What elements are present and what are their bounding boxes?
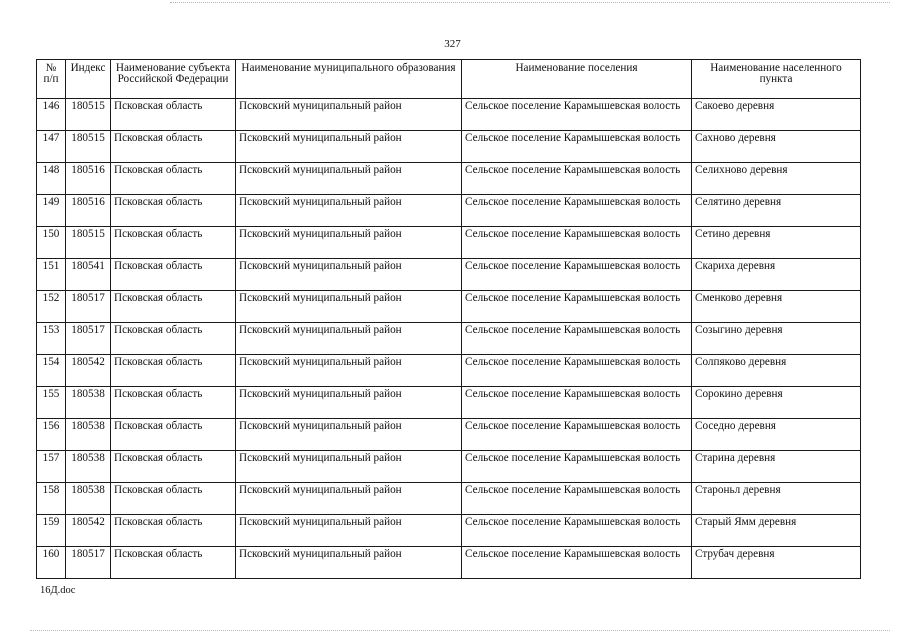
cell-locality: Селихново деревня — [692, 163, 861, 195]
cell-municipality: Псковский муниципальный район — [236, 387, 462, 419]
cell-municipality: Псковский муниципальный район — [236, 163, 462, 195]
cell-num: 151 — [37, 259, 66, 291]
cell-num: 152 — [37, 291, 66, 323]
cell-municipality: Псковский муниципальный район — [236, 483, 462, 515]
locality-registry-table — [36, 59, 861, 579]
cell-locality: Сакоево деревня — [692, 99, 861, 131]
cell-num: 158 — [37, 483, 66, 515]
cell-settlement: Сельское поселение Карамышевская волость — [462, 195, 692, 227]
table-header-row — [37, 60, 861, 99]
cell-subject: Псковская область — [111, 419, 236, 451]
cell-locality: Сменково деревня — [692, 291, 861, 323]
cell-locality: Старый Ямм деревня — [692, 515, 861, 547]
cell-locality: Солпяково деревня — [692, 355, 861, 387]
cell-num: 147 — [37, 131, 66, 163]
cell-index: 180517 — [66, 291, 111, 323]
cell-settlement: Сельское поселение Карамышевская волость — [462, 99, 692, 131]
cell-num: 153 — [37, 323, 66, 355]
cell-settlement: Сельское поселение Карамышевская волость — [462, 227, 692, 259]
cell-index: 180538 — [66, 419, 111, 451]
header-subject: Наименование субъекта Российской Федерации — [111, 60, 236, 99]
cell-municipality: Псковский муниципальный район — [236, 515, 462, 547]
table-row — [37, 291, 861, 323]
cell-subject: Псковская область — [111, 515, 236, 547]
table-row — [37, 99, 861, 131]
cell-index: 180515 — [66, 99, 111, 131]
cell-subject: Псковская область — [111, 195, 236, 227]
cell-locality: Сорокино деревня — [692, 387, 861, 419]
cell-settlement: Сельское поселение Карамышевская волость — [462, 515, 692, 547]
cell-subject: Псковская область — [111, 131, 236, 163]
header-locality: Наименование населенного пункта — [692, 60, 861, 99]
cell-subject: Псковская область — [111, 451, 236, 483]
table-row — [37, 195, 861, 227]
cell-municipality: Псковский муниципальный район — [236, 259, 462, 291]
cell-subject: Псковская область — [111, 259, 236, 291]
table-row — [37, 227, 861, 259]
table-row — [37, 131, 861, 163]
page-number: 327 — [444, 38, 461, 50]
cell-index: 180516 — [66, 195, 111, 227]
cell-index: 180517 — [66, 547, 111, 579]
cell-subject: Псковская область — [111, 227, 236, 259]
cell-locality: Соседно деревня — [692, 419, 861, 451]
cell-locality: Сетино деревня — [692, 227, 861, 259]
table-row — [37, 419, 861, 451]
cell-municipality: Псковский муниципальный район — [236, 451, 462, 483]
table-row — [37, 163, 861, 195]
cell-num: 156 — [37, 419, 66, 451]
cell-index: 180538 — [66, 483, 111, 515]
cell-subject: Псковская область — [111, 483, 236, 515]
cell-settlement: Сельское поселение Карамышевская волость — [462, 163, 692, 195]
cell-subject: Псковская область — [111, 547, 236, 579]
cell-num: 148 — [37, 163, 66, 195]
cell-municipality: Псковский муниципальный район — [236, 291, 462, 323]
cell-settlement: Сельское поселение Карамышевская волость — [462, 259, 692, 291]
scan-edge-top — [170, 2, 890, 3]
cell-settlement: Сельское поселение Карамышевская волость — [462, 387, 692, 419]
cell-settlement: Сельское поселение Карамышевская волость — [462, 483, 692, 515]
cell-num: 160 — [37, 547, 66, 579]
footer-filename: 16Д.doc — [40, 585, 76, 596]
cell-locality: Староньл деревня — [692, 483, 861, 515]
cell-index: 180517 — [66, 323, 111, 355]
cell-locality: Струбач деревня — [692, 547, 861, 579]
cell-municipality: Псковский муниципальный район — [236, 195, 462, 227]
header-settlement: Наименование поселения — [462, 60, 692, 99]
cell-locality: Скариха деревня — [692, 259, 861, 291]
cell-municipality: Псковский муниципальный район — [236, 323, 462, 355]
header-index: Индекс — [66, 60, 111, 99]
cell-locality: Созыгино деревня — [692, 323, 861, 355]
cell-subject: Псковская область — [111, 99, 236, 131]
cell-num: 149 — [37, 195, 66, 227]
cell-subject: Псковская область — [111, 323, 236, 355]
cell-index: 180516 — [66, 163, 111, 195]
table-row — [37, 515, 861, 547]
table-row — [37, 387, 861, 419]
cell-municipality: Псковский муниципальный район — [236, 131, 462, 163]
scan-edge-bottom — [30, 630, 890, 631]
cell-municipality: Псковский муниципальный район — [236, 99, 462, 131]
cell-settlement: Сельское поселение Карамышевская волость — [462, 547, 692, 579]
cell-settlement: Сельское поселение Карамышевская волость — [462, 291, 692, 323]
header-municipality: Наименование муниципального образования — [236, 60, 462, 99]
table-row — [37, 323, 861, 355]
cell-subject: Псковская область — [111, 387, 236, 419]
cell-municipality: Псковский муниципальный район — [236, 355, 462, 387]
cell-num: 154 — [37, 355, 66, 387]
cell-num: 155 — [37, 387, 66, 419]
cell-num: 146 — [37, 99, 66, 131]
cell-locality: Старина деревня — [692, 451, 861, 483]
cell-municipality: Псковский муниципальный район — [236, 419, 462, 451]
cell-subject: Псковская область — [111, 355, 236, 387]
cell-locality: Селятино деревня — [692, 195, 861, 227]
cell-num: 150 — [37, 227, 66, 259]
cell-subject: Псковская область — [111, 163, 236, 195]
cell-locality: Сахново деревня — [692, 131, 861, 163]
cell-subject: Псковская область — [111, 291, 236, 323]
cell-num: 159 — [37, 515, 66, 547]
cell-index: 180515 — [66, 227, 111, 259]
table-row — [37, 259, 861, 291]
cell-index: 180542 — [66, 355, 111, 387]
cell-settlement: Сельское поселение Карамышевская волость — [462, 419, 692, 451]
cell-settlement: Сельское поселение Карамышевская волость — [462, 355, 692, 387]
cell-num: 157 — [37, 451, 66, 483]
cell-municipality: Псковский муниципальный район — [236, 227, 462, 259]
table-row — [37, 355, 861, 387]
table-row — [37, 483, 861, 515]
cell-index: 180541 — [66, 259, 111, 291]
cell-index: 180538 — [66, 387, 111, 419]
table-row — [37, 451, 861, 483]
cell-settlement: Сельское поселение Карамышевская волость — [462, 451, 692, 483]
cell-index: 180515 — [66, 131, 111, 163]
cell-settlement: Сельское поселение Карамышевская волость — [462, 323, 692, 355]
cell-index: 180538 — [66, 451, 111, 483]
cell-index: 180542 — [66, 515, 111, 547]
cell-settlement: Сельское поселение Карамышевская волость — [462, 131, 692, 163]
header-num: № п/п — [37, 60, 66, 99]
table-row — [37, 547, 861, 579]
cell-municipality: Псковский муниципальный район — [236, 547, 462, 579]
